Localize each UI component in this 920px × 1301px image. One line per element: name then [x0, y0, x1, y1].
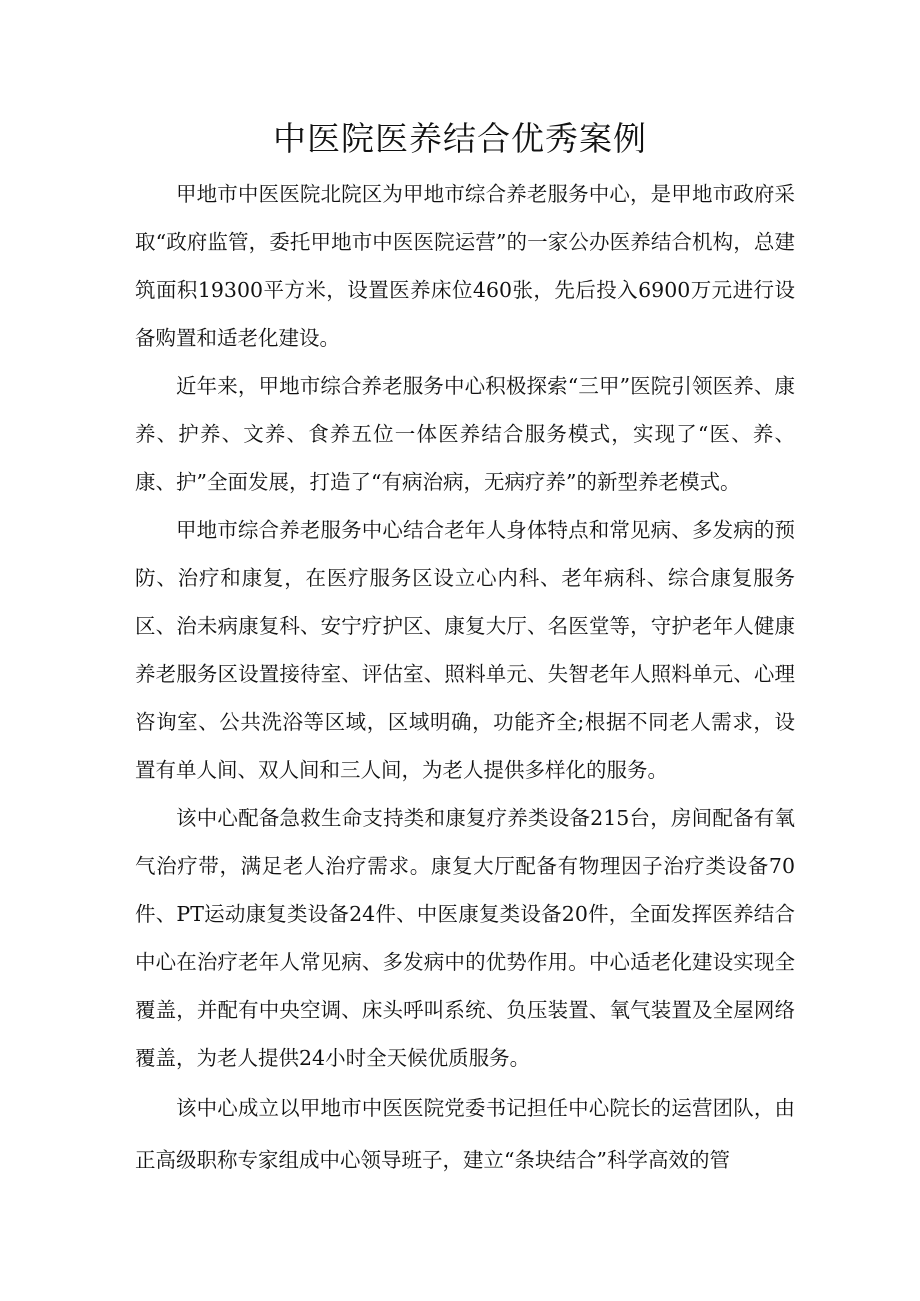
paragraph-3: 甲地市综合养老服务中心结合老年人身体特点和常见病、多发病的预防、治疗和康复，在医疗服务区设立心内科、老年病科、综合康复服务区、治未病康复科、安宁疗护区、康复大厅、名医堂等，守护老年人健康养老服务区设置接待室、评估室、照料单元、失智老年人照料单元、心理咨询室、公共洗浴等区域，区域明确，功能齐全;根据不同老人需求，设置有单人间、双人间和三人间，为老人提供多样化的服务。 — [135, 518, 795, 782]
paragraph-4: 该中心配备急救生命支持类和康复疗养类设备215台，房间配备有氧气治疗带，满足老人治疗需求。康复大厅配备有物理因子治疗类设备70件、PT运动康复类设备24件、中医康复类设备20件，全面发挥医养结合中心在治疗老年人常见病、多发病中的优势作用。中心适老化建设实现全覆盖，并配有中央空调、床头呼叫系统、负压装置、氧气装置及全屋网络覆盖，为老人提供24小时全天候优质服务。 — [135, 806, 795, 1070]
document-title: 中医院医养结合优秀案例 — [273, 119, 647, 158]
paragraph-2: 近年来，甲地市综合养老服务中心积极探索“三甲”医院引领医养、康养、护养、文养、食养五位一体医养结合服务模式，实现了“医、养、康、护”全面发展，打造了“有病治病，无病疗养”的新型养老模式。 — [135, 374, 795, 494]
paragraph-5: 该中心成立以甲地市中医医院党委书记担任中心院长的运营团队，由正高级职称专家组成中心领导班子，建立“条块结合”科学高效的管 — [135, 1096, 795, 1172]
paragraph-1: 甲地市中医医院北院区为甲地市综合养老服务中心，是甲地市政府采取“政府监管，委托甲地市中医医院运营”的一家公办医养结合机构，总建筑面积19300平方米，设置医养床位460张，先后投入6900万元进行设备购置和适老化建设。 — [135, 182, 795, 350]
